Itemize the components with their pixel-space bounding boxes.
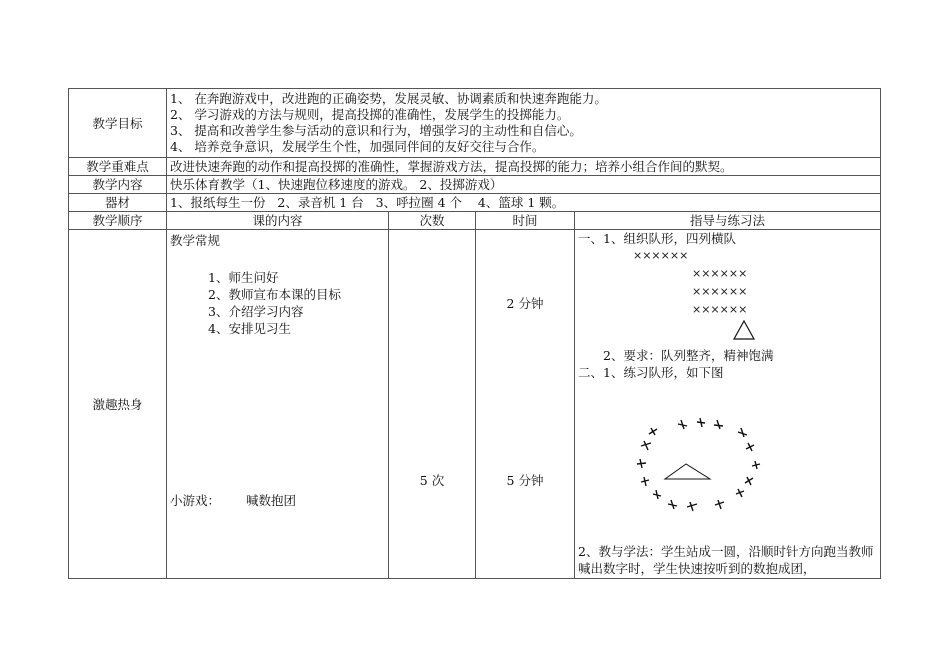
- header-row: [69, 212, 881, 230]
- goal-item-1: 1、 在奔跑游戏中，改进跑的正确姿势，发展灵敏、协调素质和快速奔跑能力。: [170, 91, 607, 106]
- warmup-count-cell: [389, 230, 476, 579]
- header-count: 次数: [389, 212, 476, 230]
- routine-item-1: 1、师生问好: [208, 270, 279, 285]
- formation-row-1: ××××××: [633, 249, 689, 262]
- guide-item-2: 2、要求：队列整齐，精神饱满: [603, 348, 774, 363]
- key-points-text: 改进快速奔跑的动作和提高投掷的准确性，掌握游戏方法，提高投掷的能力；培养小组合作间的默契。: [167, 158, 881, 176]
- key-points-row: [69, 158, 881, 176]
- warmup-lesson-cell: [167, 230, 389, 579]
- goals-row: [69, 89, 881, 158]
- students-circle: [637, 418, 760, 511]
- warmup-guide-cell: [575, 230, 881, 579]
- key-points-label: 教学重难点: [69, 158, 167, 176]
- content-row: [69, 176, 881, 194]
- game-label: 小游戏：: [170, 493, 221, 508]
- goals-label: 教学目标: [69, 89, 167, 158]
- header-order: 教学顺序: [69, 212, 167, 230]
- routine-item-3: 3、介绍学习内容: [208, 304, 304, 319]
- header-guide: 指导与练习法: [575, 212, 881, 230]
- formation-row-2: ××××××: [692, 267, 748, 280]
- header-time: 时间: [476, 212, 575, 230]
- goal-item-4: 4、 培养竞争意识，发展学生个性，加强同伴间的友好交往与合作。: [170, 139, 545, 154]
- routine-time: 2 分钟: [506, 296, 544, 311]
- goal-item-2: 2、 学习游戏的方法与规则，提高投掷的准确性，发展学生的投掷能力。: [170, 107, 570, 122]
- game-line: [170, 492, 296, 509]
- game-count: 5 次: [419, 473, 445, 488]
- center-triangle-icon: [665, 464, 710, 479]
- goals-cell: [167, 89, 881, 158]
- routine-item-4: 4、安排见习生: [208, 321, 291, 336]
- circle-formation-diagram: [635, 416, 785, 516]
- formation-row-4: ××××××: [692, 303, 748, 316]
- content-label: 教学内容: [69, 176, 167, 194]
- guide-item-3: 二、1、练习队形，如下图: [578, 365, 724, 380]
- teacher-triangle-icon: [732, 319, 756, 341]
- lesson-plan-table: [68, 88, 881, 579]
- formation-row-3: ××××××: [692, 285, 748, 298]
- equipment-label: 器材: [69, 194, 167, 212]
- warmup-time-cell: [476, 230, 575, 579]
- warmup-row: [69, 230, 881, 579]
- equipment-row: [69, 194, 881, 212]
- warmup-label: 激趣热身: [69, 230, 167, 579]
- content-text: 快乐体育教学（1、快速跑位移速度的游戏。 2、投掷游戏）: [167, 176, 881, 194]
- header-lesson: 课的内容: [167, 212, 389, 230]
- routine-title: 教学常规: [170, 233, 221, 248]
- equipment-text: 1、报纸每生一份 2、录音机 1 台 3、呼拉圈 4 个 4、篮球 1 颗。: [167, 194, 881, 212]
- goal-item-3: 3、 提高和改善学生参与活动的意识和行为，增强学习的主动性和自信心。: [170, 123, 582, 138]
- guide-item-4: 2、教与学法：学生站成一圆，沿顺时针方向跑当教师喊出数字时，学生快速按听到的数抱成团，: [578, 544, 874, 576]
- game-name: 喊数抱团: [245, 493, 296, 508]
- guide-item-1: 一、1、组织队形，四列横队: [578, 231, 736, 246]
- game-time: 5 分钟: [506, 473, 544, 488]
- routine-item-2: 2、教师宣布本课的目标: [208, 287, 341, 302]
